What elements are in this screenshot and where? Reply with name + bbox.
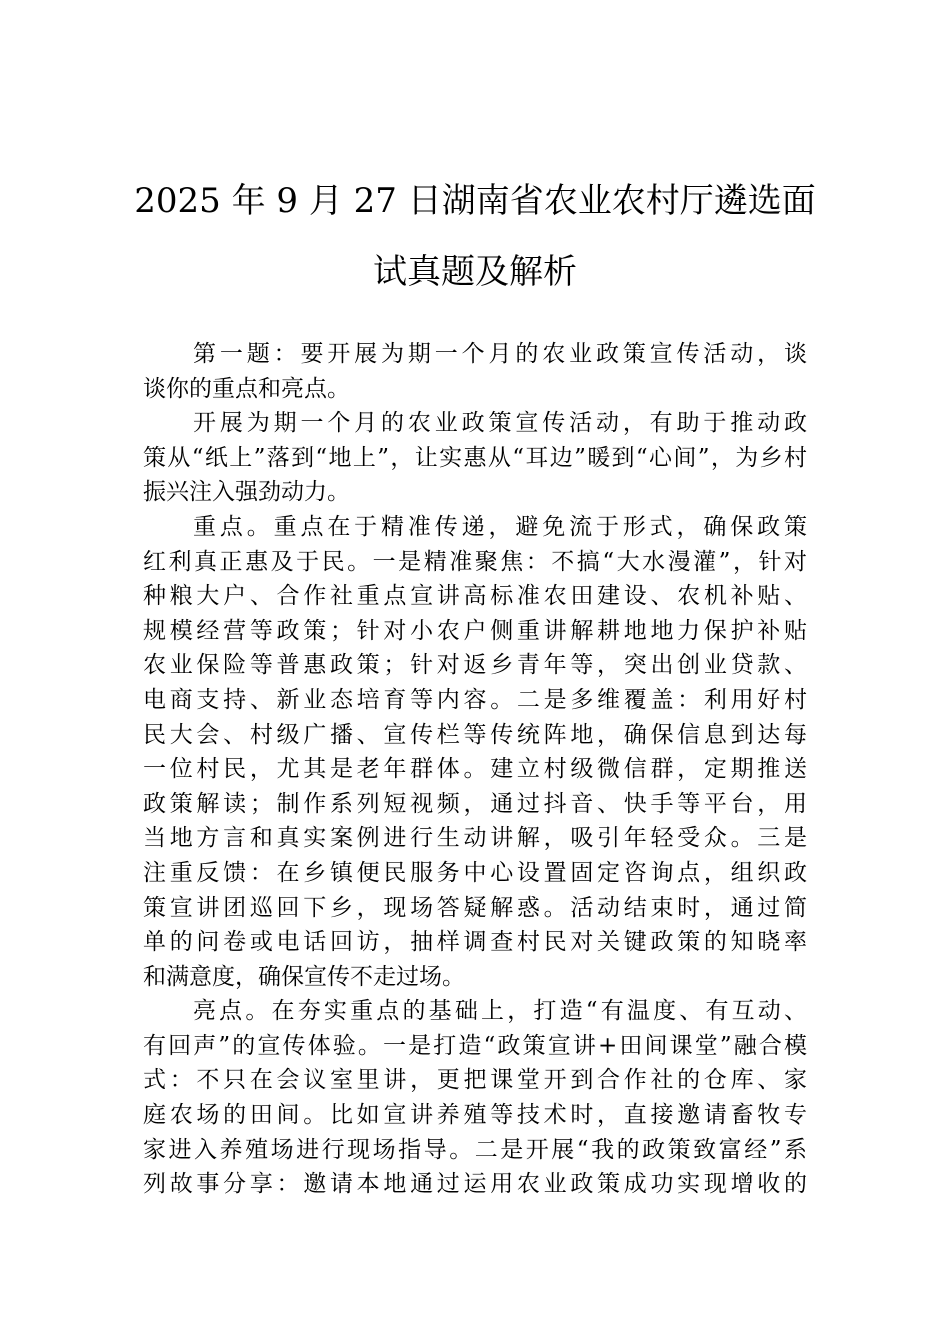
text-line: 政策解读；制作系列短视频，通过抖音、快手等平台，用 [143,790,807,817]
text-line: 庭农场的田间。比如宣讲养殖等技术时，直接邀请畜牧专 [143,1102,807,1129]
text-line: 策宣讲团巡回下乡，现场答疑解惑。活动结束时，通过简 [143,894,807,921]
text-line: 有回声”的宣传体验。一是打造“政策宣讲+田间课堂”融合模 [143,1032,807,1059]
document-body [143,337,807,1202]
text-line: 农业保险等普惠政策；针对返乡青年等，突出创业贷款、 [143,652,807,679]
text-line: 开展为期一个月的农业政策宣传活动，有助于推动政 [193,410,807,437]
text-line: 策从“纸上”落到“地上”，让实惠从“耳边”暖到“心间”，为乡村 [143,444,807,471]
text-line: 当地方言和真实案例进行生动讲解，吸引年轻受众。三是 [143,825,807,852]
document-title-line-2: 试真题及解析 [373,252,577,292]
text-line: 家进入养殖场进行现场指导。二是开展“我的政策致富经”系 [143,1136,807,1163]
text-line: 单的问卷或电话回访，抽样调查村民对关键政策的知晓率 [143,929,807,956]
text-line: 种粮大户、合作社重点宣讲高标准农田建设、农机补贴、 [143,583,807,610]
text-line: 式：不只在会议室里讲，更把课堂开到合作社的仓库、家 [143,1067,807,1094]
text-line: 红利真正惠及于民。一是精准聚焦：不搞“大水漫灌”，针对 [143,548,807,575]
text-line: 亮点。在夯实重点的基础上，打造“有温度、有互动、 [193,998,807,1025]
document-title-line-1: 2025 年 9 月 27 日湖南省农业农村厅遴选面 [134,181,816,221]
text-line: 规模经营等政策；针对小农户侧重讲解耕地地力保护补贴 [143,617,807,644]
text-line: 注重反馈：在乡镇便民服务中心设置固定咨询点，组织政 [143,859,807,886]
text-line: 和满意度，确保宣传不走过场。 [143,963,465,990]
text-line: 振兴注入强劲动力。 [143,479,350,506]
text-line: 谈你的重点和亮点。 [143,375,350,402]
text-line: 民大会、村级广播、宣传栏等传统阵地，确保信息到达每 [143,721,807,748]
text-line: 重点。重点在于精准传递，避免流于形式，确保政策 [193,513,807,540]
text-line: 电商支持、新业态培育等内容。二是多维覆盖：利用好村 [143,686,807,713]
text-line: 一位村民，尤其是老年群体。建立村级微信群，定期推送 [143,756,807,783]
text-line: 列故事分享：邀请本地通过运用农业政策成功实现增收的 [143,1171,807,1198]
text-line: 第一题：要开展为期一个月的农业政策宣传活动，谈 [193,341,807,367]
